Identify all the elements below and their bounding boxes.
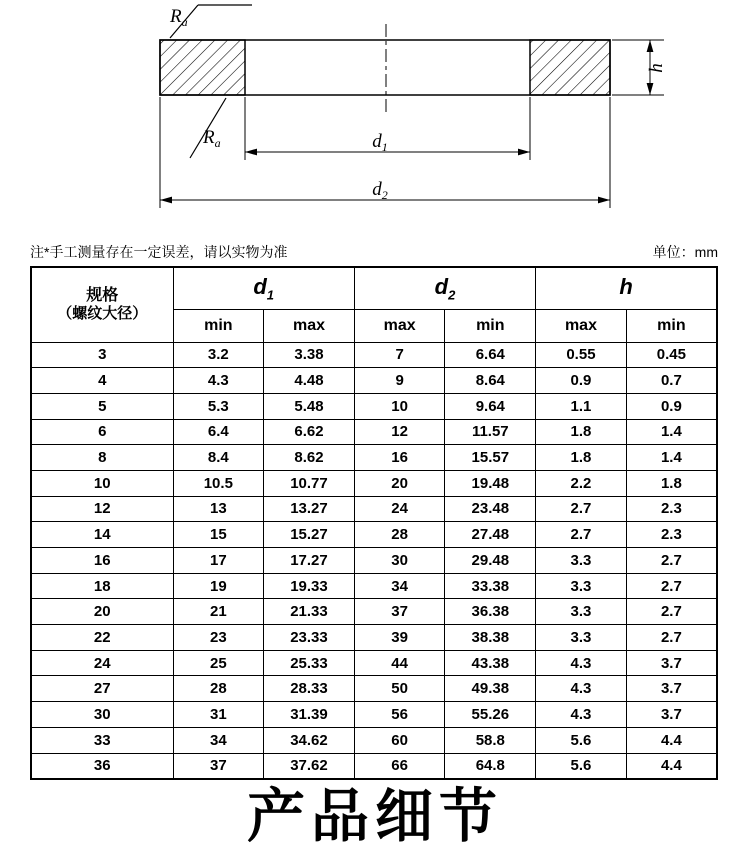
unit-label: 单位：mm (652, 244, 718, 260)
value-cell: 2.7 (536, 522, 627, 548)
value-cell: 9 (354, 368, 445, 394)
value-cell: 3.7 (626, 650, 717, 676)
value-cell: 34.62 (264, 727, 355, 753)
measurement-note: 注*手工测量存在一定误差，请以实物为准 (30, 244, 288, 260)
spec-cell: 8 (31, 445, 173, 471)
value-cell: 31.39 (264, 702, 355, 728)
value-cell: 19.33 (264, 573, 355, 599)
value-cell: 60 (354, 727, 445, 753)
value-cell: 3.3 (536, 599, 627, 625)
spec-cell: 14 (31, 522, 173, 548)
value-cell: 4.3 (536, 702, 627, 728)
table-row (31, 599, 717, 625)
h-dimension-label: h (646, 63, 667, 73)
ra-bottom-label: $R_a$ (203, 127, 221, 150)
value-cell: 19 (173, 573, 264, 599)
spec-cell: 12 (31, 496, 173, 522)
spec-cell: 22 (31, 625, 173, 651)
value-cell: 21.33 (264, 599, 355, 625)
value-cell: 28 (173, 676, 264, 702)
spec-cell: 20 (31, 599, 173, 625)
spec-cell: 18 (31, 573, 173, 599)
value-cell: 8.62 (264, 445, 355, 471)
value-cell: 1.4 (626, 445, 717, 471)
value-cell: 20 (354, 470, 445, 496)
value-cell: 11.57 (445, 419, 536, 445)
value-cell: 0.7 (626, 368, 717, 394)
d2-min-header: min (445, 309, 536, 342)
value-cell: 64.8 (445, 753, 536, 779)
value-cell: 3.7 (626, 702, 717, 728)
value-cell: 7 (354, 342, 445, 368)
value-cell: 3.3 (536, 573, 627, 599)
value-cell: 3.38 (264, 342, 355, 368)
spec-cell: 24 (31, 650, 173, 676)
washer-diagram (0, 0, 750, 242)
value-cell: 2.7 (626, 599, 717, 625)
value-cell: 36.38 (445, 599, 536, 625)
value-cell: 50 (354, 676, 445, 702)
value-cell: 0.9 (626, 393, 717, 419)
value-cell: 6.62 (264, 419, 355, 445)
spec-cell: 33 (31, 727, 173, 753)
value-cell: 4.4 (626, 753, 717, 779)
spec-cell: 3 (31, 342, 173, 368)
product-details-title: 产品细节 (246, 783, 503, 849)
h-group-header: h (536, 267, 717, 309)
value-cell: 39 (354, 625, 445, 651)
table-row (31, 522, 717, 548)
value-cell: 4.3 (536, 676, 627, 702)
table-row (31, 676, 717, 702)
table-row (31, 573, 717, 599)
roughness-symbol-bottom (190, 98, 226, 158)
value-cell: 49.38 (445, 676, 536, 702)
value-cell: 33.38 (445, 573, 536, 599)
table-row (31, 548, 717, 574)
table-row (31, 393, 717, 419)
value-cell: 10 (354, 393, 445, 419)
table-row (31, 753, 717, 779)
value-cell: 0.9 (536, 368, 627, 394)
value-cell: 4.4 (626, 727, 717, 753)
table-row (31, 496, 717, 522)
washer-cross-section (160, 24, 610, 112)
d1-dimension-label: $d_1$ (372, 131, 388, 154)
value-cell: 2.7 (626, 548, 717, 574)
spec-column-header: 规格 （螺纹大径） (31, 267, 173, 342)
note-row (0, 242, 750, 264)
table-row (31, 342, 717, 368)
value-cell: 24 (354, 496, 445, 522)
value-cell: 1.8 (626, 470, 717, 496)
value-cell: 2.7 (626, 573, 717, 599)
value-cell: 6.4 (173, 419, 264, 445)
value-cell: 5.3 (173, 393, 264, 419)
value-cell: 3.7 (626, 676, 717, 702)
spec-cell: 36 (31, 753, 173, 779)
spec-cell: 16 (31, 548, 173, 574)
value-cell: 19.48 (445, 470, 536, 496)
value-cell: 25.33 (264, 650, 355, 676)
value-cell: 30 (354, 548, 445, 574)
value-cell: 37.62 (264, 753, 355, 779)
value-cell: 13.27 (264, 496, 355, 522)
washer-drawing-svg (0, 0, 750, 242)
spec-cell: 4 (31, 368, 173, 394)
value-cell: 34 (354, 573, 445, 599)
table-row (31, 650, 717, 676)
table-row (31, 419, 717, 445)
value-cell: 16 (354, 445, 445, 471)
value-cell: 2.3 (626, 522, 717, 548)
spec-table (30, 266, 718, 780)
value-cell: 1.8 (536, 419, 627, 445)
roughness-symbol-top (169, 5, 252, 38)
value-cell: 15 (173, 522, 264, 548)
h-dimension (612, 40, 667, 95)
value-cell: 27.48 (445, 522, 536, 548)
spec-cell: 10 (31, 470, 173, 496)
value-cell: 0.45 (626, 342, 717, 368)
d1-min-header: min (173, 309, 264, 342)
value-cell: 44 (354, 650, 445, 676)
value-cell: 17 (173, 548, 264, 574)
spec-cell: 30 (31, 702, 173, 728)
value-cell: 17.27 (264, 548, 355, 574)
value-cell: 1.4 (626, 419, 717, 445)
value-cell: 3.3 (536, 625, 627, 651)
d2-dimension-label: $d_2$ (372, 179, 388, 202)
value-cell: 31 (173, 702, 264, 728)
value-cell: 1.1 (536, 393, 627, 419)
table-row (31, 702, 717, 728)
h-min-header: min (626, 309, 717, 342)
value-cell: 34 (173, 727, 264, 753)
table-row (31, 727, 717, 753)
value-cell: 4.3 (173, 368, 264, 394)
h-max-header: max (536, 309, 627, 342)
value-cell: 10.77 (264, 470, 355, 496)
value-cell: 28.33 (264, 676, 355, 702)
value-cell: 25 (173, 650, 264, 676)
table-row (31, 445, 717, 471)
value-cell: 28 (354, 522, 445, 548)
value-cell: 9.64 (445, 393, 536, 419)
d1-max-header: max (264, 309, 355, 342)
value-cell: 2.3 (626, 496, 717, 522)
value-cell: 4.48 (264, 368, 355, 394)
d1-dimension (245, 97, 530, 160)
d2-max-header: max (354, 309, 445, 342)
value-cell: 10.5 (173, 470, 264, 496)
value-cell: 56 (354, 702, 445, 728)
value-cell: 23 (173, 625, 264, 651)
d1-group-header: $d_1$ (173, 267, 354, 309)
value-cell: 6.64 (445, 342, 536, 368)
value-cell: 2.2 (536, 470, 627, 496)
value-cell: 66 (354, 753, 445, 779)
value-cell: 23.33 (264, 625, 355, 651)
value-cell: 2.7 (626, 625, 717, 651)
value-cell: 4.3 (536, 650, 627, 676)
left-hatched-section (160, 40, 245, 95)
value-cell: 55.26 (445, 702, 536, 728)
table-row (31, 368, 717, 394)
ra-top-label: $R_a$ (170, 6, 188, 29)
value-cell: 29.48 (445, 548, 536, 574)
value-cell: 43.38 (445, 650, 536, 676)
value-cell: 3.3 (536, 548, 627, 574)
value-cell: 2.7 (536, 496, 627, 522)
value-cell: 37 (173, 753, 264, 779)
table-row (31, 625, 717, 651)
value-cell: 15.57 (445, 445, 536, 471)
value-cell: 5.6 (536, 753, 627, 779)
value-cell: 3.2 (173, 342, 264, 368)
value-cell: 5.6 (536, 727, 627, 753)
value-cell: 12 (354, 419, 445, 445)
value-cell: 38.38 (445, 625, 536, 651)
spec-cell: 5 (31, 393, 173, 419)
value-cell: 15.27 (264, 522, 355, 548)
value-cell: 58.8 (445, 727, 536, 753)
value-cell: 8.64 (445, 368, 536, 394)
value-cell: 0.55 (536, 342, 627, 368)
value-cell: 13 (173, 496, 264, 522)
spec-cell: 6 (31, 419, 173, 445)
value-cell: 1.8 (536, 445, 627, 471)
value-cell: 21 (173, 599, 264, 625)
value-cell: 37 (354, 599, 445, 625)
d2-group-header: $d_2$ (354, 267, 535, 309)
spec-cell: 27 (31, 676, 173, 702)
value-cell: 8.4 (173, 445, 264, 471)
value-cell: 23.48 (445, 496, 536, 522)
value-cell: 5.48 (264, 393, 355, 419)
table-row (31, 470, 717, 496)
right-hatched-section (530, 40, 610, 95)
